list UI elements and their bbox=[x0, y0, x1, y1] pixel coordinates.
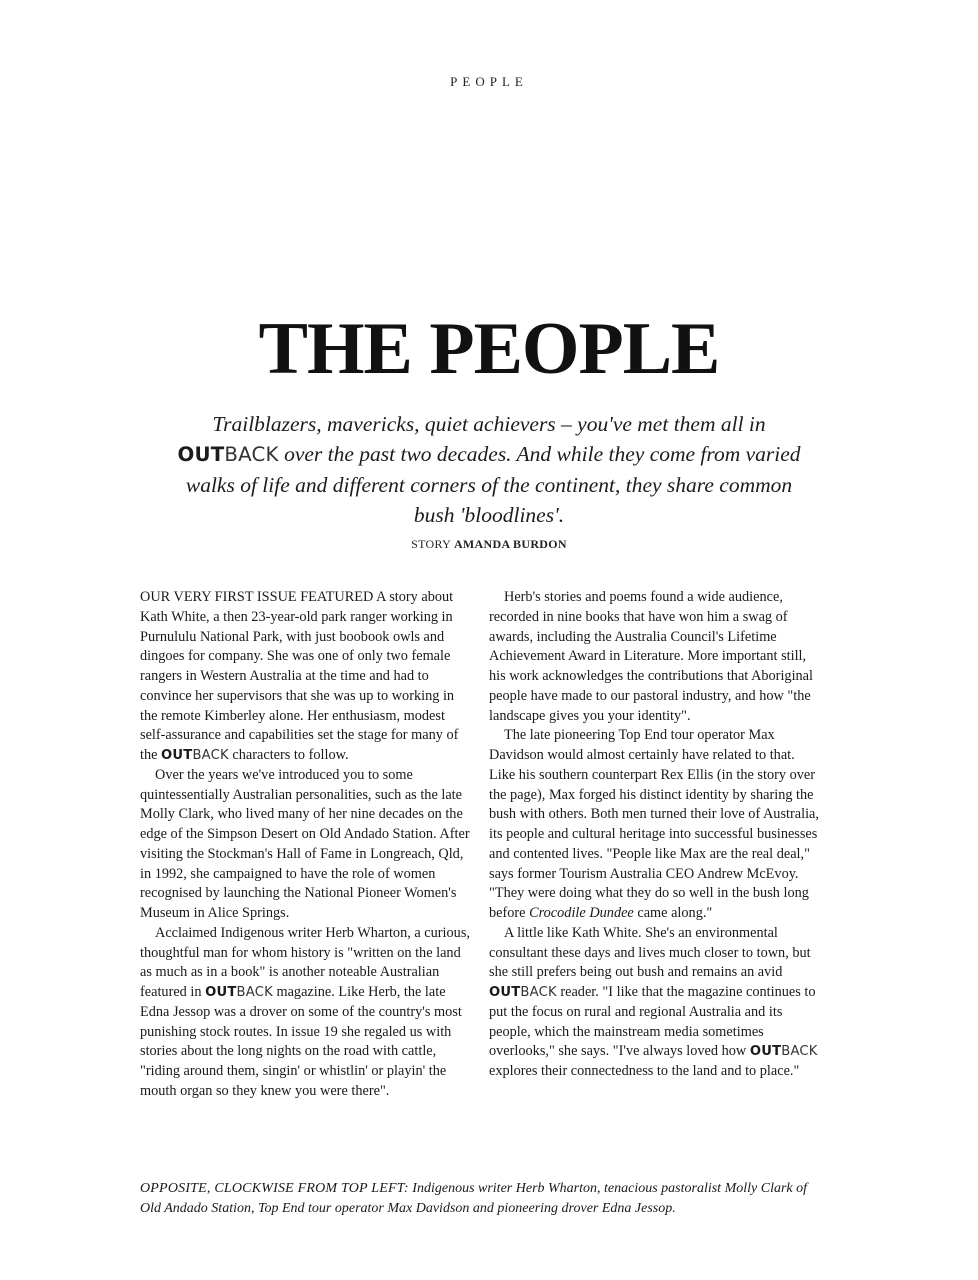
brand-bold: OUT bbox=[161, 748, 193, 763]
standfirst-text-1: Trailblazers, mavericks, quiet achievers – you've met them all in bbox=[212, 412, 766, 436]
brand-light: BACK bbox=[781, 1044, 818, 1060]
paragraph-text: The late pioneering Top End tour operator Max Davidson would almost certainly have related to that. Like his southern counterpart Rex Ellis (in the story over the page), Max forged his distinct identity by sharing the bush with others. Both men turned their love of Australia, its people and cultural heritage into successful businesses and contented lives. "People like Max are the real deal," says former Tourism Australia CEO Andrew McEvoy. "They were doing what they do so well in the bush long before bbox=[489, 727, 819, 921]
brand-logo bbox=[177, 443, 278, 466]
paragraph-text: magazine. Like Herb, the late Edna Jessop was a drover on some of the country's most punishing stock routes. In issue 19 she regaled us with stories about the long nights on the road with cattle, "riding around them, singin' or whistlin' or playin' the mouth organ so they knew you were there". bbox=[140, 984, 462, 1099]
paragraph: Herb's stories and poems found a wide audience, recorded in nine books that have won him a swag of awards, including the Australia Council's Lifetime Achievement Award in Literature. More important still, his work acknowledges the contributions that Aboriginal people have made to our pastoral industry, and how "the landscape gives you your identity". bbox=[489, 589, 814, 724]
paragraph-text: OUR VERY FIRST ISSUE FEATURED A story about Kath White, a then 23-year-old park ranger working in Purnululu National Park, with just boobook owls and dingoes for company. She was one of only two female rangers in Western Australia at the time and had to convince her supervisors that she was up to working in the remote Kimberley alone. Her enthusiasm, modest self-assurance and capabilities set the stage for many of the bbox=[140, 589, 459, 763]
caption-text: Indigenous writer Herb Wharton, tenacious pastoralist Molly Clark of Old Andado Station, Top End tour operator Max Davidson and pioneering drover Edna Jessop. bbox=[140, 1181, 808, 1216]
paragraph: Over the years we've introduced you to some quintessentially Australian personalities, such as the late Molly Clark, who lived many of her nine decades on the edge of the Simpson Desert on Old Andado Station. After visiting the Stockman's Hall of Fame in Longreach, Qld, in 1992, she campaigned to have the role of women recognised by launching the National Pioneer Women's Museum in Alice Springs. bbox=[140, 766, 470, 921]
paragraph bbox=[140, 924, 470, 1102]
brand-light: BACK bbox=[224, 443, 279, 466]
paragraph-text: A little like Kath White. She's an environmental consultant these days and lives much closer to town, but she still prefers being out bush and remains an avid bbox=[489, 924, 811, 981]
paragraph bbox=[489, 924, 819, 1082]
body-column-left bbox=[140, 588, 470, 1102]
brand-bold: OUT bbox=[177, 443, 225, 466]
byline-author: AMANDA BURDON bbox=[453, 537, 567, 551]
paragraph bbox=[489, 726, 819, 924]
brand-bold: OUT bbox=[205, 985, 237, 1000]
brand-bold: OUT bbox=[489, 985, 521, 1000]
photo-caption bbox=[140, 1179, 830, 1219]
brand-light: BACK bbox=[520, 985, 557, 1000]
brand-bold: OUT bbox=[749, 1044, 782, 1060]
paragraph-text: characters to follow. bbox=[228, 747, 349, 763]
brand-logo bbox=[750, 1044, 818, 1059]
brand-logo bbox=[161, 748, 229, 763]
brand-light: BACK bbox=[236, 985, 273, 1000]
brand-light: BACK bbox=[192, 748, 229, 763]
byline-label: STORY bbox=[411, 537, 454, 551]
brand-logo bbox=[205, 985, 273, 1000]
byline bbox=[0, 537, 978, 552]
standfirst-text-2: over the past two decades. And while they come from varied walks of life and different corners of the continent, they share common bush 'bloodlines'. bbox=[185, 442, 801, 527]
paragraph-text: came along." bbox=[633, 905, 713, 921]
page-title: THE PEOPLE bbox=[258, 308, 720, 390]
film-title: Crocodile Dundee bbox=[529, 905, 634, 921]
caption-lead: OPPOSITE, CLOCKWISE FROM TOP LEFT: bbox=[140, 1181, 409, 1196]
paragraph bbox=[140, 588, 470, 766]
paragraph-text: Acclaimed Indigenous writer Herb Wharton, a curious, thoughtful man for whom history is "written on the land as much as in a book" is another noteable Australian featured in bbox=[140, 924, 470, 1000]
paragraph-text: reader. "I like that the magazine continues to put the focus on rural and regional Australia and its people, which the mainstream media sometimes overlooks," she says. "I've always loved how bbox=[489, 984, 816, 1060]
body-column-right bbox=[489, 588, 819, 1082]
paragraph-text: explores their connectedness to the land and to place." bbox=[489, 1063, 800, 1079]
brand-logo bbox=[489, 985, 557, 1000]
standfirst bbox=[170, 409, 808, 530]
section-label: PEOPLE bbox=[450, 74, 528, 89]
